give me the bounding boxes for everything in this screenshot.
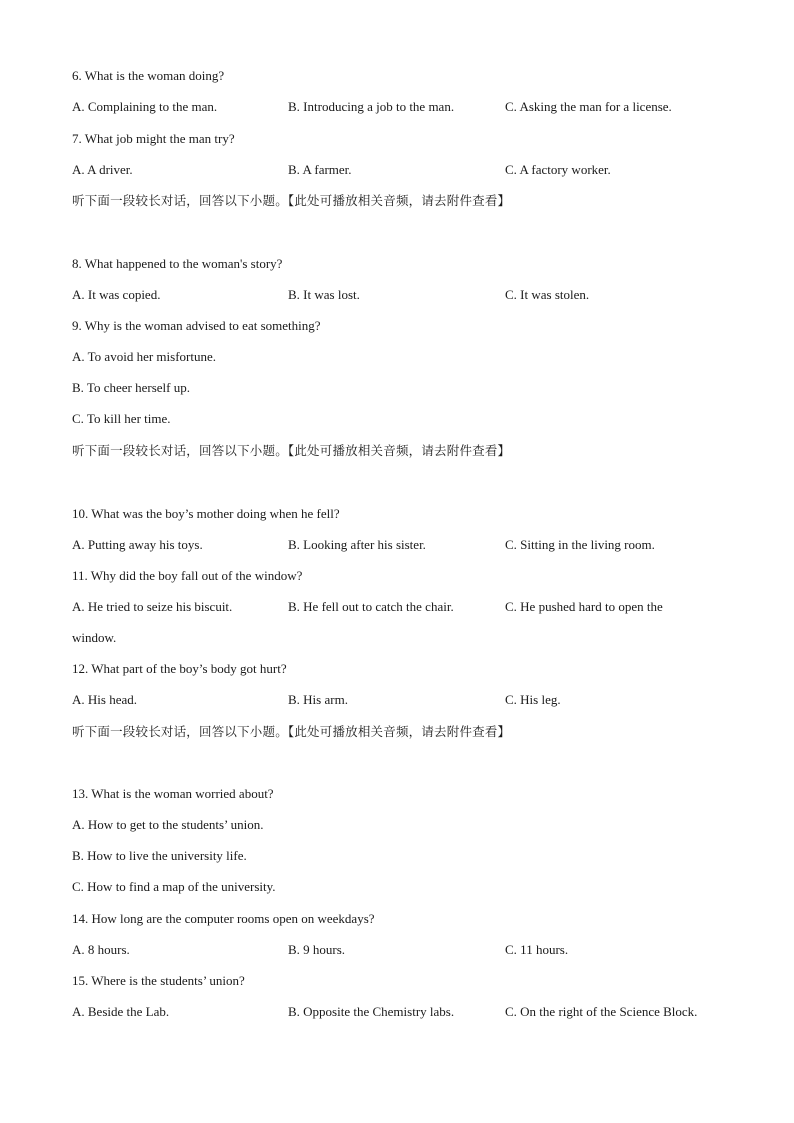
q14-option-b: B. 9 hours.: [288, 942, 346, 957]
question-9: 9. Why is the woman advised to eat something?: [72, 318, 321, 333]
q15-option-c: C. On the right of the Science Block.: [505, 1004, 698, 1019]
section-instruction: 听下面一段较长对话，回答以下小题。【此处可播放相关音频，请去附件查看】: [72, 443, 511, 458]
question-7: 7. What job might the man try?: [72, 131, 235, 146]
q8-option-a: A. It was copied.: [72, 287, 161, 302]
q11-option-c-continued: window.: [72, 630, 117, 645]
q6-option-b: B. Introducing a job to the man.: [288, 99, 455, 114]
question-11: 11. Why did the boy fall out of the window?: [72, 568, 303, 583]
q15-option-b: B. Opposite the Chemistry labs.: [288, 1004, 455, 1019]
q10-option-c: C. Sitting in the living room.: [505, 537, 655, 552]
question-6: 6. What is the woman doing?: [72, 68, 225, 83]
section-instruction: 听下面一段较长对话，回答以下小题。【此处可播放相关音频，请去附件查看】: [72, 193, 511, 208]
q13-option-c: C. How to find a map of the university.: [72, 879, 276, 894]
q6-option-a: A. Complaining to the man.: [72, 99, 218, 114]
question-13: 13. What is the woman worried about?: [72, 786, 274, 801]
section-instruction: 听下面一段较长对话，回答以下小题。【此处可播放相关音频，请去附件查看】: [72, 724, 511, 739]
q11-option-b: B. He fell out to catch the chair.: [288, 599, 454, 614]
question-10: 10. What was the boy’s mother doing when he fell?: [72, 506, 340, 521]
q14-option-c: C. 11 hours.: [505, 942, 569, 957]
q9-option-a: A. To avoid her misfortune.: [72, 349, 216, 364]
q12-option-a: A. His head.: [72, 692, 137, 707]
question-15: 15. Where is the students’ union?: [72, 973, 245, 988]
q12-option-b: B. His arm.: [288, 692, 348, 707]
q14-option-a: A. 8 hours.: [72, 942, 130, 957]
q13-option-b: B. How to live the university life.: [72, 848, 247, 863]
question-12: 12. What part of the boy’s body got hurt?: [72, 661, 287, 676]
q11-option-a: A. He tried to seize his biscuit.: [72, 599, 233, 614]
question-14: 14. How long are the computer rooms open on weekdays?: [72, 911, 375, 926]
q15-option-a: A. Beside the Lab.: [72, 1004, 170, 1019]
q8-option-c: C. It was stolen.: [505, 287, 590, 302]
q10-option-a: A. Putting away his toys.: [72, 537, 203, 552]
q9-option-c: C. To kill her time.: [72, 411, 171, 426]
q9-option-b: B. To cheer herself up.: [72, 380, 190, 395]
q7-option-c: C. A factory worker.: [505, 162, 611, 177]
q13-option-a: A. How to get to the students’ union.: [72, 817, 264, 832]
q11-option-c: C. He pushed hard to open the: [505, 599, 663, 614]
q12-option-c: C. His leg.: [505, 692, 561, 707]
q7-option-b: B. A farmer.: [288, 162, 352, 177]
q10-option-b: B. Looking after his sister.: [288, 537, 426, 552]
q8-option-b: B. It was lost.: [288, 287, 360, 302]
q6-option-c: C. Asking the man for a license.: [505, 99, 672, 114]
q7-option-a: A. A driver.: [72, 162, 133, 177]
question-8: 8. What happened to the woman's story?: [72, 256, 283, 271]
